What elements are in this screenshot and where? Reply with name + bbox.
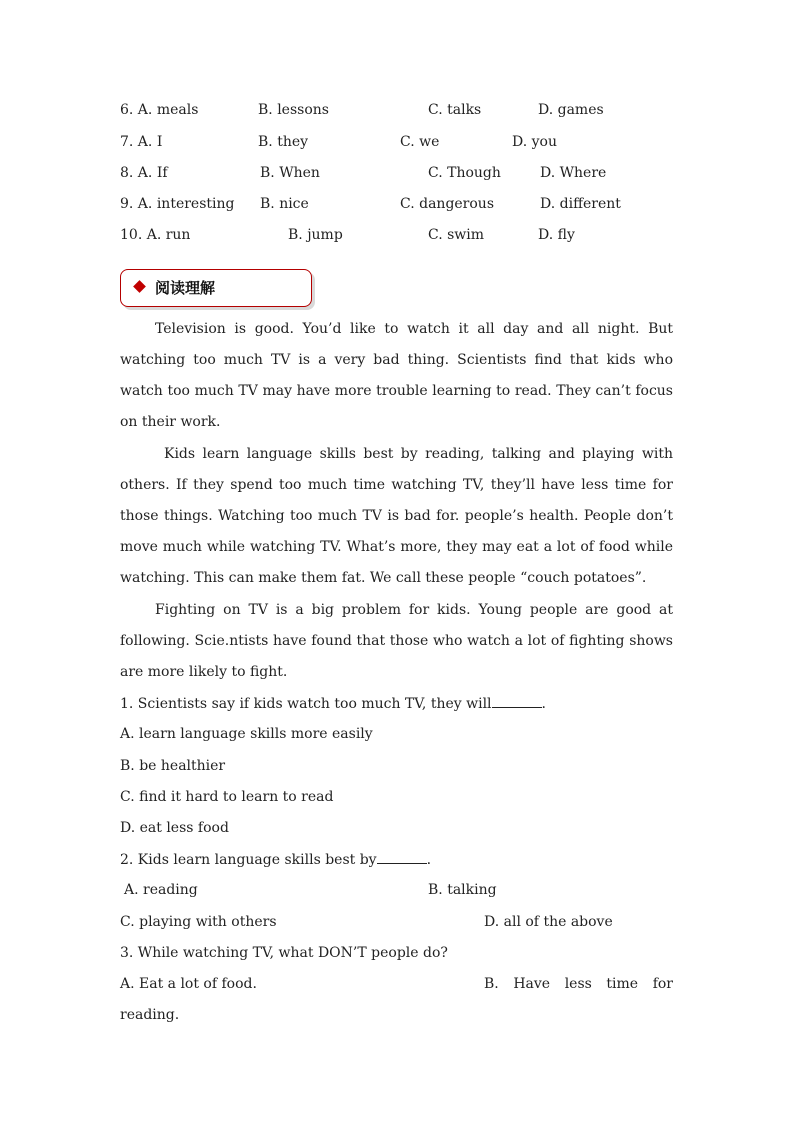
option-8c: C. Though (428, 165, 501, 181)
choice-b-continued: reading. (120, 1007, 180, 1023)
answer-blank[interactable] (492, 695, 542, 708)
choice-a: A. reading (124, 882, 198, 898)
section-title: 阅读理解 (155, 279, 216, 297)
passage-line: move much while watching TV. What’s more, they may eat a lot of food while (120, 539, 673, 555)
option-9a: 9. A. interesting (120, 196, 235, 212)
choice-b: B. talking (428, 882, 497, 898)
option-7b: B. they (258, 134, 309, 150)
option-10c: C. swim (428, 227, 485, 243)
passage-line: others. If they spend too much time watching TV, they’ll have less time for (120, 477, 673, 493)
passage-line: Fighting on TV is a big problem for kids. Young people are good at (155, 602, 673, 618)
choice-c: C. playing with others (120, 914, 277, 930)
choice-a: A. Eat a lot of food. (120, 976, 257, 992)
passage-line: Television is good. You’d like to watch it all day and all night. But (155, 321, 673, 337)
option-10d: D. fly (538, 227, 575, 243)
option-7a: 7. A. I (120, 134, 163, 150)
option-10b: B. jump (288, 227, 343, 243)
choice-c: C. find it hard to learn to read (120, 789, 334, 805)
question-stem-end: . (541, 696, 546, 712)
choice-d: D. eat less food (120, 820, 229, 836)
question-stem-end: . (426, 852, 432, 868)
option-10a: 10. A. run (120, 227, 191, 243)
choice-b: B. be healthier (120, 758, 226, 774)
passage-line: following. Scie.ntists have found that those who watch a lot of fighting shows (120, 633, 673, 649)
question-stem (120, 695, 673, 712)
section-heading-box (120, 269, 312, 307)
question-stem (120, 851, 673, 868)
passage-line: those things. Watching too much TV is bad for. people’s health. People don’t (120, 508, 673, 524)
choice-d: D. all of the above (484, 914, 613, 930)
choice-a: A. learn language skills more easily (120, 726, 373, 742)
option-9d: D. different (540, 196, 621, 212)
option-6a: 6. A. meals (120, 102, 199, 118)
choice-b: B. Have less time for (484, 976, 673, 992)
passage-line: are more likely to fight. (120, 664, 288, 680)
question-stem-text: 2. Kids learn language skills best by (120, 852, 377, 868)
passage-line: watch too much TV may have more trouble learning to read. They can’t focus (120, 383, 673, 399)
option-6c: C. talks (428, 102, 482, 118)
answer-blank[interactable] (377, 851, 427, 864)
option-8d: D. Where (540, 165, 607, 181)
passage-line: watching too much TV is a very bad thing. Scientists find that kids who (120, 352, 673, 368)
option-6d: D. games (538, 102, 604, 118)
option-7c: C. we (400, 134, 440, 150)
passage-line: Kids learn language skills best by reading, talking and playing with (164, 446, 673, 462)
option-7d: D. you (512, 134, 557, 150)
option-9b: B. nice (260, 196, 309, 212)
option-9c: C. dangerous (400, 196, 495, 212)
option-6b: B. lessons (258, 102, 329, 118)
passage-line: watching. This can make them fat. We call these people “couch potatoes”. (120, 570, 647, 586)
diamond-icon (133, 280, 146, 293)
option-8a: 8. A. If (120, 165, 168, 181)
question-stem-text: 1. Scientists say if kids watch too much TV, they will (120, 696, 492, 712)
question-stem: 3. While watching TV, what DON’T people do? (120, 945, 448, 961)
passage-line: on their work. (120, 414, 221, 430)
option-8b: B. When (260, 165, 320, 181)
